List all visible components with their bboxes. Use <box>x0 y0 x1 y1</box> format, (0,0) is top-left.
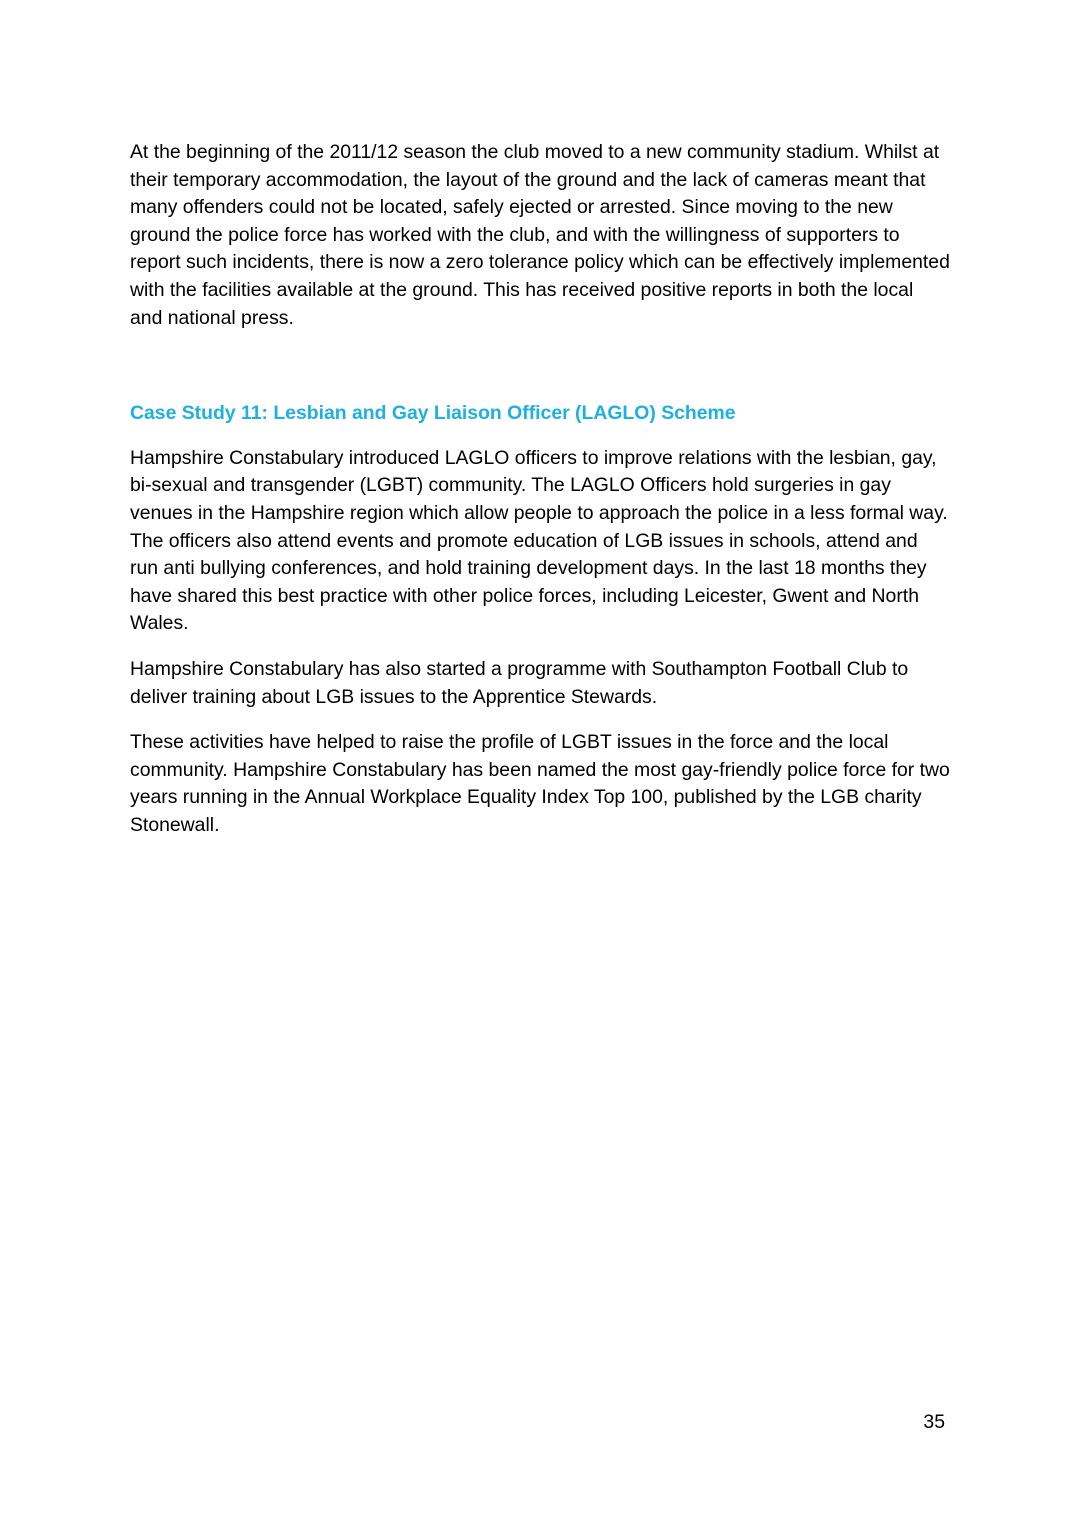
case-study-heading: Case Study 11: Lesbian and Gay Liaison Officer (LAGLO) Scheme <box>130 402 736 425</box>
case-study-paragraph-2: Hampshire Constabulary has also started a programme with Southampton Football Club to deliver training about LGB issues to the Apprentice Stewards. <box>130 657 909 708</box>
case-study-paragraph-3: These activities have helped to raise the profile of LGBT issues in the force and the local community. Hampshire Constabulary has been named the most gay-friendly police force for two years running in the Annual Workplace Equality Index Top 100, published by the LGB charity Stonewall. <box>130 731 950 836</box>
case-study-paragraph-1: Hampshire Constabulary introduced LAGLO officers to improve relations with the lesbian, gay, bi-sexual and transgender (LGBT) community. The LAGLO Officers hold surgeries in gay venues in the Hampshire region which allow people to approach the police in a less formal way. The officers also attend events and promote education of LGB issues in schools, attend and run anti bullying conferences, and hold training development days. In the last 18 months they have shared this best practice with other police forces, including Leicester, Gwent and North Wales. <box>130 446 948 635</box>
intro-paragraph: At the beginning of the 2011/12 season the club moved to a new community stadium. Whilst at their temporary accommodation, the layout of the ground and the lack of cameras meant that many offenders could not be located, safely ejected or arrested. Since moving to the new ground the police force has worked with the club, and with the willingness of supporters to report such incidents, there is now a zero tolerance policy which can be effectively implemented with the facilities available at the ground. This has received positive reports in both the local and national press. <box>130 141 950 329</box>
page-number: 35 <box>923 1411 945 1433</box>
page-content <box>130 139 950 857</box>
